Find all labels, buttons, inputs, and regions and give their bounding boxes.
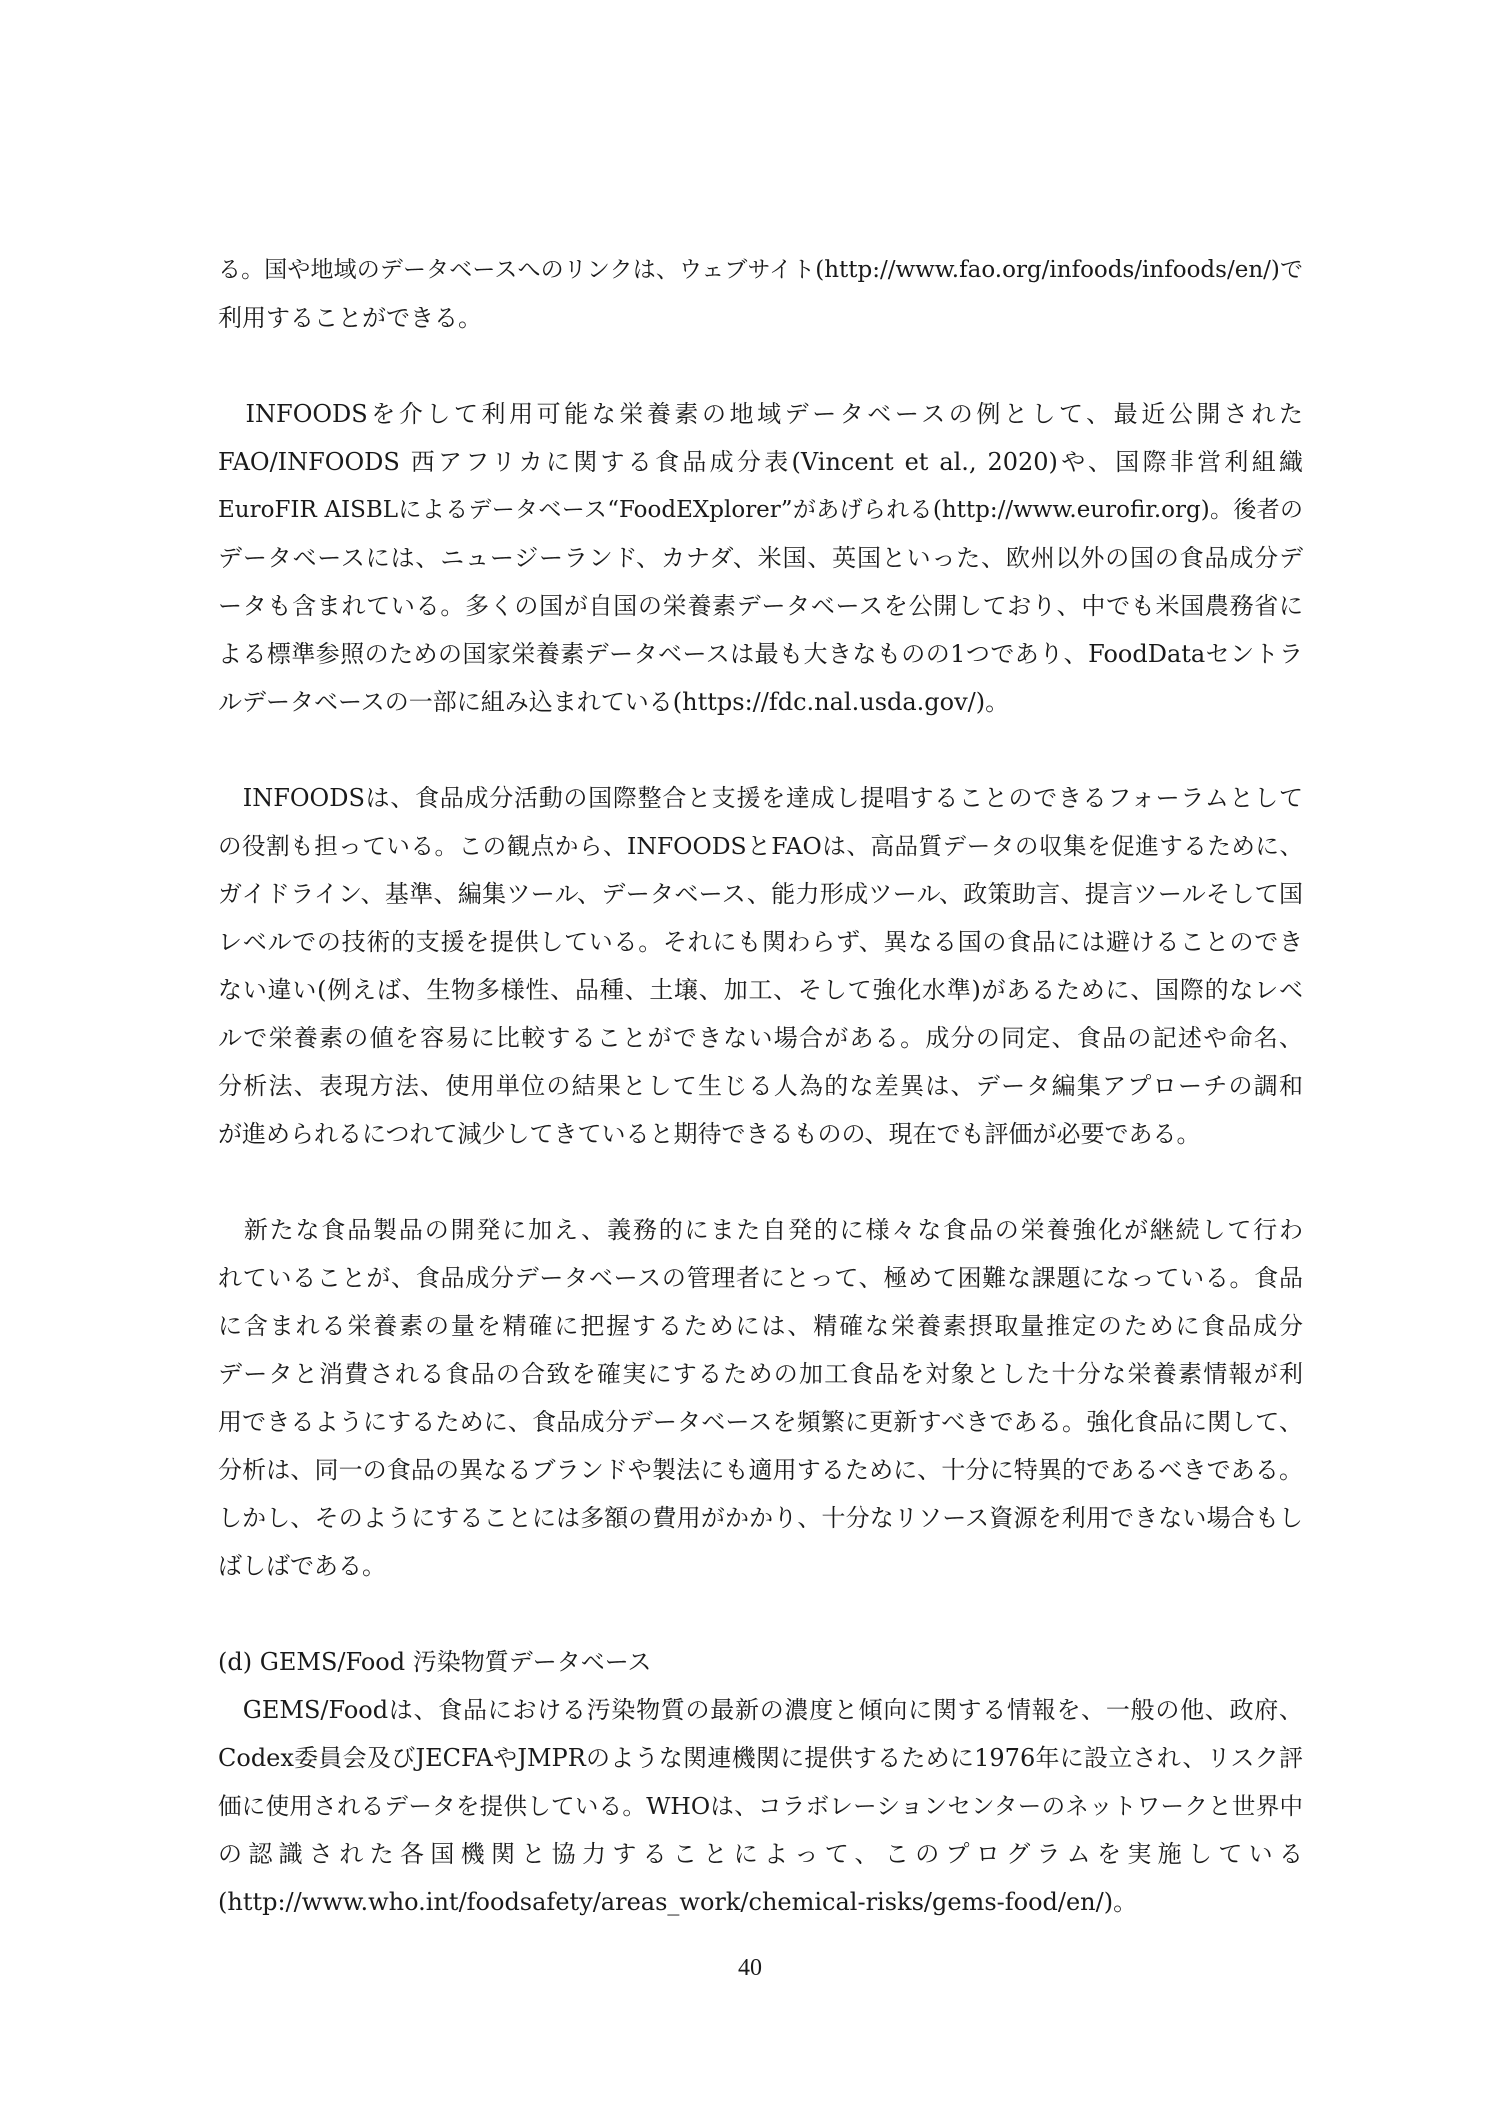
text-line: 用できるようにするために、食品成分データベースを頻繁に更新すべきである。強化食品に関して、 (218, 1408, 1303, 1436)
section-heading: (d) GEMS/Food 汚染物質データベース (218, 1648, 652, 1676)
text-line: 新たな食品製品の開発に加え、義務的にまた自発的に様々な食品の栄養強化が継続して行わ (218, 1216, 1303, 1244)
text-line: れていることが、食品成分データベースの管理者にとって、極めて困難な課題になっている。食品 (218, 1264, 1303, 1292)
text-line: データベースには、ニュージーランド、カナダ、米国、英国といった、欧州以外の国の食品成分デ (218, 544, 1303, 572)
text-line: ばしばである。 (218, 1552, 386, 1580)
paragraph-gap (218, 726, 1303, 774)
paragraph-links (218, 246, 1303, 342)
text-line: 分析法、表現方法、使用単位の結果として生じる人為的な差異は、データ編集アプローチの調和 (218, 1072, 1303, 1100)
paragraph-infoods-forum (218, 774, 1303, 1158)
text-line: ガイドライン、基準、編集ツール、データベース、能力形成ツール、政策助言、提言ツールそして国 (218, 880, 1303, 908)
text-line: 分析は、同一の食品の異なるブランドや製法にも適用するために、十分に特異的であるべきである。 (218, 1456, 1303, 1484)
text-line: INFOODSは、食品成分活動の国際整合と支援を達成し提唱することのできるフォーラムとして (218, 784, 1303, 812)
text-line: しかし、そのようにすることには多額の費用がかかり、十分なリソース資源を利用できない場合もし (218, 1504, 1303, 1532)
text-line: よる標準参照のための国家栄養素データベースは最も大きなものの1つであり、FoodDataセントラ (218, 640, 1303, 668)
text-line: データと消費される食品の合致を確実にするための加工食品を対象とした十分な栄養素情報が利 (218, 1360, 1303, 1388)
text-line: EuroFIR AISBLによるデータベース“FoodEXplorer”があげられる(http://www.eurofir.org)。後者の (218, 497, 1303, 523)
text-line: レベルでの技術的支援を提供している。それにも関わらず、異なる国の食品には避けることのでき (218, 928, 1303, 956)
text-line: GEMS/Foodは、食品における汚染物質の最新の濃度と傾向に関する情報を、一般の他、政府、 (218, 1696, 1303, 1724)
paragraph-gap (218, 342, 1303, 390)
paragraph-gap (218, 1590, 1303, 1638)
text-line: INFOODSを介して利用可能な栄養素の地域データベースの例として、最近公開された (218, 400, 1303, 428)
text-line: 価に使用されるデータを提供している。WHOは、コラボレーションセンターのネットワークと世界中 (218, 1792, 1303, 1820)
text-line: ータも含まれている。多くの国が自国の栄養素データベースを公開しており、中でも米国農務省に (218, 592, 1303, 620)
text-line: ルデータベースの一部に組み込まれている(https://fdc.nal.usda.gov/)。 (218, 688, 1010, 716)
text-line: (http://www.who.int/foodsafety/areas_work/chemical-risks/gems-food/en/)。 (218, 1888, 1138, 1916)
text-line: の認識された各国機関と協力することによって、このプログラムを実施している (218, 1840, 1303, 1868)
text-line: 利用することができる。 (218, 304, 482, 332)
text-line: に含まれる栄養素の量を精確に把握するためには、精確な栄養素摂取量推定のために食品成分 (218, 1312, 1303, 1340)
text-line: る。国や地域のデータベースへのリンクは、ウェブサイト(http://www.fao.org/infoods/infoods/en/)で (218, 257, 1303, 283)
text-line: Codex委員会及びJECFAやJMPRのような関連機関に提供するために1976年に設立され、リスク評 (218, 1744, 1303, 1772)
text-line: ない違い(例えば、生物多様性、品種、土壌、加工、そして強化水準)があるために、国際的なレベ (218, 976, 1303, 1004)
page-number: 40 (738, 1955, 762, 1981)
document-body (218, 246, 1303, 1926)
text-line: の役割も担っている。この観点から、INFOODSとFAOは、高品質データの収集を促進するために、 (218, 832, 1303, 860)
text-line: ルで栄養素の値を容易に比較することができない場合がある。成分の同定、食品の記述や命名、 (218, 1024, 1303, 1052)
paragraph-fortification (218, 1206, 1303, 1590)
paragraph-gap (218, 1158, 1303, 1206)
section-gems-food (218, 1638, 1303, 1926)
text-line: FAO/INFOODS 西アフリカに関する食品成分表(Vincent et al., 2020)や、国際非営利組織 (218, 448, 1303, 476)
text-line: が進められるにつれて減少してきていると期待できるものの、現在でも評価が必要である。 (218, 1120, 1201, 1148)
paragraph-infoods-regional (218, 390, 1303, 726)
